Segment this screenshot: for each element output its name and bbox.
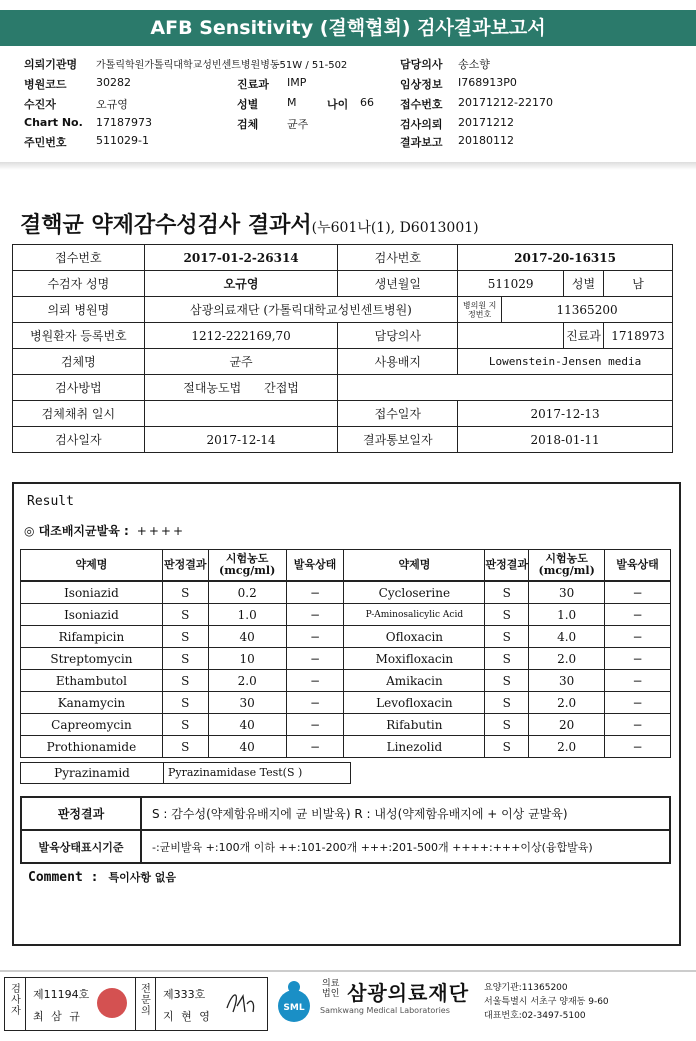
drug-cell: − [605, 692, 671, 714]
drug-cell: Amikacin [344, 670, 485, 692]
org-english: Samkwang Medical Laboratories [320, 1006, 450, 1015]
info-test-no-value: 2017-20-16315 [458, 245, 673, 271]
info-designation-value: 11365200 [502, 297, 673, 323]
drug-cell: − [286, 736, 344, 758]
report-label: 결과보고 [400, 136, 443, 149]
drug-row [21, 714, 671, 736]
drug-header: 약제명 [21, 550, 163, 582]
org-prefix: 의료법인 [322, 979, 340, 999]
drug-cell: 30 [529, 581, 605, 604]
info-hospital-label: 의뢰 병원명 [13, 297, 145, 323]
drug-cell: Rifampicin [21, 626, 163, 648]
clinical-value: I768913P0 [458, 76, 517, 89]
info-collect-value [144, 401, 338, 427]
drug-cell: 40 [208, 626, 286, 648]
header-divider [0, 162, 696, 170]
drug-header: 약제명 [344, 550, 485, 582]
drug-header: 판정결과 [485, 550, 529, 582]
drug-row [21, 670, 671, 692]
pyrazinamid-label: Pyrazinamid [20, 762, 164, 784]
drug-cell: Isoniazid [21, 604, 163, 626]
drug-cell: 4.0 [529, 626, 605, 648]
info-test-date-label: 검사일자 [13, 427, 145, 453]
info-table [12, 244, 673, 453]
drug-header: 시험농도(mcg/ml) [208, 550, 286, 582]
dept-value: IMP [287, 76, 307, 89]
age-label: 나이 [327, 98, 349, 111]
drug-cell: Cycloserine [344, 581, 485, 604]
request-label: 검사의뢰 [400, 118, 443, 131]
request-value: 20171212 [458, 116, 514, 129]
info-received-value: 2017-12-13 [458, 401, 673, 427]
doctor-label: 담당의사 [400, 58, 443, 71]
pyrazinamid-value: Pyrazinamidase Test(S ) [163, 762, 351, 784]
drug-cell: S [485, 648, 529, 670]
main-title: 결핵균 약제감수성검사 결과서(누601나(1), D6013001) [20, 212, 479, 238]
drug-cell: 40 [208, 714, 286, 736]
drug-cell: S [162, 714, 208, 736]
drug-cell: Ofloxacin [344, 626, 485, 648]
info-dept-label: 진료과 [564, 323, 604, 349]
drug-cell: − [286, 604, 344, 626]
drug-cell: 2.0 [529, 648, 605, 670]
info-notify-value: 2018-01-11 [458, 427, 673, 453]
info-specimen-label: 검체명 [13, 349, 145, 375]
org-name-block [322, 977, 469, 1006]
drug-cell: − [605, 714, 671, 736]
drug-header: 발육상태 [286, 550, 344, 582]
inspector-seal [97, 988, 127, 1018]
control-growth [24, 522, 185, 539]
drug-cell: 40 [208, 736, 286, 758]
info-birth-label: 생년월일 [338, 271, 458, 297]
hospital-value: 가톨릭학원가톨릭대학교성빈센트병원병동51W / 51-502 [96, 60, 348, 71]
info-medium-label: 사용배지 [338, 349, 458, 375]
drug-cell: S [162, 692, 208, 714]
drug-cell: − [286, 648, 344, 670]
drug-row [21, 648, 671, 670]
drug-table [20, 549, 671, 758]
code-value: 30282 [96, 76, 131, 89]
drug-row [21, 581, 671, 604]
patient-label: 수진자 [24, 98, 56, 111]
info-method-value [144, 375, 338, 401]
control-value: ++++ [136, 524, 185, 538]
patient-value: 오규영 [96, 98, 128, 111]
org-info [484, 981, 609, 1023]
drug-cell: S [485, 714, 529, 736]
doctor-value: 송소향 [458, 58, 490, 71]
drug-cell: S [485, 604, 529, 626]
drug-cell: 10 [208, 648, 286, 670]
comment-value: 특이사항 없음 [108, 871, 177, 884]
method-absolute: 절대농도법 [183, 381, 242, 395]
drug-header: 발육상태 [605, 550, 671, 582]
drug-cell: S [162, 626, 208, 648]
chart-label: Chart No. [24, 116, 83, 129]
drug-cell: S [485, 581, 529, 604]
growth-value: -:균비발육 +:100개 이하 ++:101-200개 +++:201-500개 ++++:+++이상(융합발육) [141, 830, 670, 863]
info-test-date-value: 2017-12-14 [144, 427, 338, 453]
drug-cell: 2.0 [529, 736, 605, 758]
control-label: ◎ 대조배지균발육 : [24, 524, 129, 538]
info-collect-label: 검체채취 일시 [13, 401, 145, 427]
info-receipt-value: 2017-01-2-26314 [144, 245, 338, 271]
specialist-label: 전문의 [141, 984, 151, 1017]
method-indirect: 간접법 [264, 381, 299, 395]
drug-cell: 2.0 [208, 670, 286, 692]
drug-cell: − [605, 736, 671, 758]
drug-cell: S [162, 670, 208, 692]
sex-label: 성별 [237, 98, 259, 111]
drug-cell: 1.0 [529, 604, 605, 626]
code-label: 병원코드 [24, 78, 67, 91]
signature [223, 988, 259, 1018]
drug-row [21, 692, 671, 714]
drug-row [21, 604, 671, 626]
clinical-label: 임상정보 [400, 78, 443, 91]
specimen-value: 균주 [287, 118, 309, 131]
footer-divider [0, 970, 696, 972]
age-value: 66 [360, 96, 374, 109]
inspector-no: 제11194호 [33, 988, 90, 1001]
hospital-label: 의뢰기관명 [24, 58, 78, 71]
drug-cell: S [485, 626, 529, 648]
chart-value: 17187973 [96, 116, 152, 129]
info-doctor-value [458, 323, 564, 349]
drug-cell: − [286, 670, 344, 692]
drug-header: 시험농도(mcg/ml) [529, 550, 605, 582]
legend-table [20, 796, 671, 864]
drug-cell: 30 [208, 692, 286, 714]
drug-cell: − [605, 626, 671, 648]
drug-cell: − [605, 648, 671, 670]
drug-cell: − [286, 626, 344, 648]
drug-cell: S [162, 581, 208, 604]
drug-header: 판정결과 [162, 550, 208, 582]
drug-cell: 0.2 [208, 581, 286, 604]
drug-cell: 30 [529, 670, 605, 692]
drug-cell: 20 [529, 714, 605, 736]
judge-label: 판정결과 [21, 797, 141, 830]
drug-cell: − [605, 604, 671, 626]
specialist-no: 제333호 [163, 988, 206, 1001]
id-label: 주민번호 [24, 136, 67, 149]
drug-cell: 1.0 [208, 604, 286, 626]
drug-cell: − [286, 714, 344, 736]
drug-cell: S [162, 736, 208, 758]
drug-cell: Isoniazid [21, 581, 163, 604]
specimen-label: 검체 [237, 118, 259, 131]
report-title: AFB Sensitivity (결핵협회) 검사결과보고서 [0, 10, 696, 46]
drug-cell: 2.0 [529, 692, 605, 714]
info-name-value: 오규영 [144, 271, 338, 297]
drug-cell: Rifabutin [344, 714, 485, 736]
info-birth-value: 511029 [458, 271, 564, 297]
info-medium-value: Lowenstein-Jensen media [458, 349, 673, 375]
drug-cell: − [286, 581, 344, 604]
drug-row [21, 736, 671, 758]
info-reg-label: 병원환자 등록번호 [13, 323, 145, 349]
info-dept-value: 1718973 [603, 323, 672, 349]
info-method-label: 검사방법 [13, 375, 145, 401]
drug-cell: S [485, 692, 529, 714]
judge-value: S : 감수성(약제함유배지에 균 비발육) R : 내성(약제함유배지에 + 이상 균발육) [141, 797, 670, 830]
drug-row [21, 626, 671, 648]
drug-cell: Prothionamide [21, 736, 163, 758]
info-notify-label: 결과통보일자 [338, 427, 458, 453]
info-specimen-value: 균주 [144, 349, 338, 375]
signature-box [4, 977, 268, 1031]
drug-cell: Capreomycin [21, 714, 163, 736]
receipt-label: 접수번호 [400, 98, 443, 111]
info-sex-value: 남 [603, 271, 672, 297]
result-label: Result [27, 494, 74, 509]
sml-logo-text: SML [283, 1003, 305, 1013]
drug-cell: − [605, 581, 671, 604]
sex-value: M [287, 96, 297, 109]
report-value: 20180112 [458, 134, 514, 147]
growth-label: 발육상태표시기준 [21, 830, 141, 863]
info-doctor-label: 담당의사 [338, 323, 458, 349]
info-received-label: 접수일자 [338, 401, 458, 427]
drug-cell: − [605, 670, 671, 692]
info-hospital-value: 삼광의료재단 (가톨릭대학교성빈센트병원) [144, 297, 457, 323]
specialist-name: 지 현 영 [163, 1010, 212, 1023]
drug-cell: Moxifloxacin [344, 648, 485, 670]
drug-cell: S [485, 736, 529, 758]
inspector-name: 최 삼 규 [33, 1010, 82, 1023]
main-title-code: (누601나(1), D6013001) [311, 220, 479, 236]
drug-cell: S [162, 604, 208, 626]
inspector-label: 검사자 [11, 984, 21, 1017]
info-method-empty [338, 375, 673, 401]
comment-label: Comment : [28, 870, 99, 885]
drug-cell: P-Aminosalicylic Acid [344, 604, 485, 626]
info-sex-label: 성별 [564, 271, 604, 297]
drug-cell: Levofloxacin [344, 692, 485, 714]
org-address: 서울특별시 서초구 양재동 9-60 [484, 997, 609, 1007]
org-agency: 요양기관:11365200 [484, 983, 568, 993]
drug-cell: Linezolid [344, 736, 485, 758]
id-value: 511029-1 [96, 134, 149, 147]
drug-cell: S [162, 648, 208, 670]
info-designation-label: 병의원 지정번호 [458, 297, 502, 323]
drug-cell: − [286, 692, 344, 714]
sml-logo-icon [272, 978, 316, 1024]
drug-cell: S [485, 670, 529, 692]
org-phone: 대표번호:02-3497-5100 [484, 1011, 586, 1021]
info-name-label: 수검자 성명 [13, 271, 145, 297]
receipt-value: 20171212-22170 [458, 96, 553, 109]
drug-cell: Kanamycin [21, 692, 163, 714]
drug-cell: Streptomycin [21, 648, 163, 670]
info-reg-value: 1212-222169,70 [144, 323, 338, 349]
dept-label: 진료과 [237, 78, 269, 91]
info-receipt-label: 접수번호 [13, 245, 145, 271]
comment [28, 869, 176, 885]
info-test-no-label: 검사번호 [338, 245, 458, 271]
drug-cell: Ethambutol [21, 670, 163, 692]
org-name: 삼광의료재단 [347, 981, 470, 1005]
